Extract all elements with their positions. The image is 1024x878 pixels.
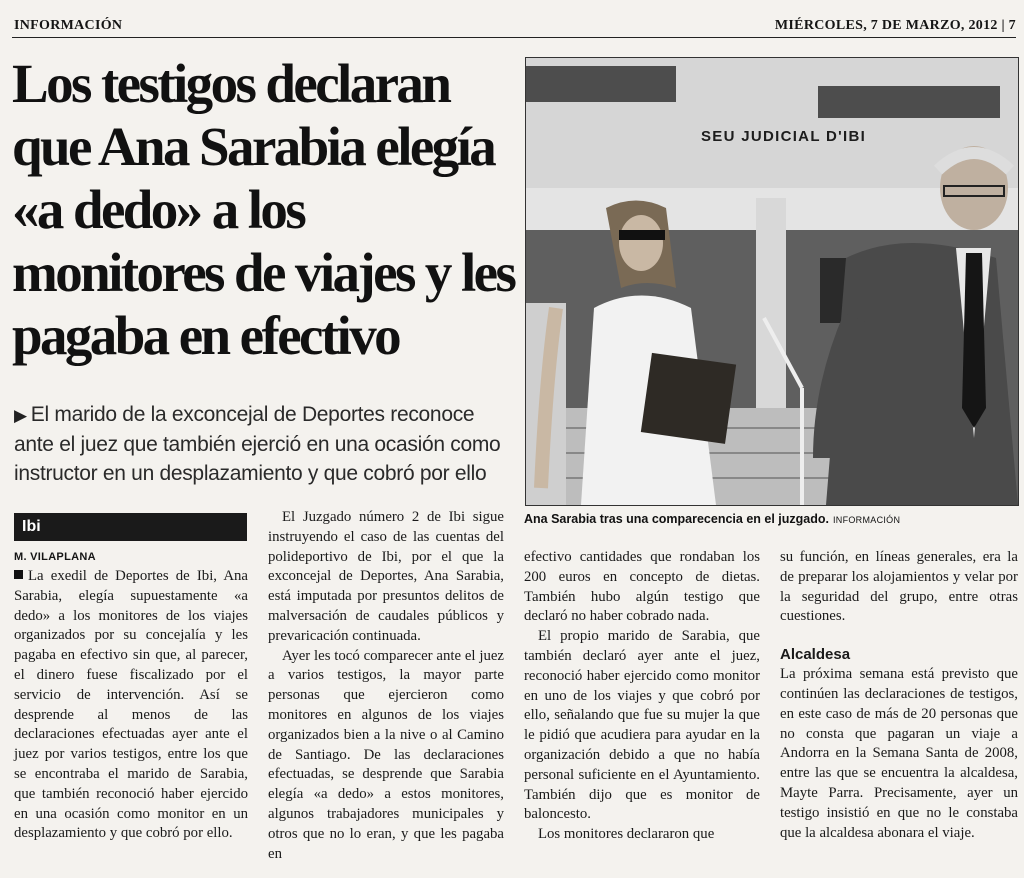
article-photo [525, 57, 1019, 506]
photo-caption [524, 512, 900, 526]
photo-illustration [526, 58, 1018, 505]
column-4 [780, 548, 1018, 843]
column-1 [14, 567, 248, 844]
section-header: INFORMACIÓN [14, 18, 123, 33]
subheadline [14, 400, 519, 488]
caption-text: Ana Sarabia tras una comparecencia en el juzgado. [524, 512, 829, 526]
subheadline-text: El marido de la exconcejal de Deportes reconoce ante el juez que también ejerció en una ocasión como instructor en un desplazamiento y que cobró por ello [14, 403, 501, 485]
paragraph-3b: efectivo cantidades que rondaban los 200 euros en concepto de dietas. También hubo algún testigo que declaró no haber cobrado nada. [524, 549, 760, 625]
paragraph-5a: Los monitores declararon que [538, 826, 715, 843]
paragraph-6: La próxima semana está previsto que continúen las declaraciones de testigos, en este caso de más de 20 personas que no consta que pagaran un viaje a Andorra en la Semana Santa de 2008, entre las que se encuentra la alcaldesa, Mayte Parra. Precisamente, ayer un testigo insistió en que no le constaba que la alcaldesa abonara el viaje. [780, 666, 1018, 841]
subheading-alcaldesa: Alcaldesa [780, 646, 851, 664]
paragraph-5b: su función, en líneas generales, era la de preparar los alojamientos y velar por la seguridad del grupo, entre otras cuestiones. [780, 549, 1018, 625]
paragraph-1 [14, 567, 248, 844]
paragraph-3a: Ayer les tocó comparecer ante el juez a varios testigos, la mayor parte personas que ejercieron como monitores en algunos de los viajes organizados bien a la nive o al Camino de Santiago. De las declaraciones efectuadas, se desprende que Sarabia elegía «a dedo» a estos monitores, algunos trabajadores municipales y otros que no lo eran, y que les pagaba en [268, 647, 504, 862]
paragraph-2: El Juzgado número 2 de Ibi sigue instruyendo el caso de las cuentas del polideportivo de Ibi, por el que la exconcejal de Deportes, Ana Sarabia, está imputada por presuntos delitos de malversación de caudales públicos y prevaricación continuada. [268, 509, 504, 644]
paragraph-1-text: La exedil de Deportes de Ibi, Ana Sarabia, elegía supuestamente «a dedo» a los monitores de los viajes organizados por su concejalía y les pagaba en efectivo sin que, al parecer, el dinero fuese fiscalizado por el servicio de intervención. Así se desprende al menos de las declaraciones efectuadas ayer ante el juez por varios testigos, entre los que se encontraba el marido de Sarabia, que también reconoció haber ejercido en una ocasión como monitor en un desplazamiento y que cobró por ello. [14, 568, 248, 842]
photo-sign: SEU JUDICIAL D'IBI [701, 128, 867, 145]
byline: M. VILAPLANA [14, 551, 96, 563]
header-rule [12, 37, 1016, 38]
section-label: Ibi [14, 513, 247, 541]
paragraph-4: El propio marido de Sarabia, que también declaró ayer ante el juez, reconoció haber ejercido como monitor en uno de los viajes y que cobró por ello, señalando que fue su mujer la que le pidió que acudiera para ayudar en la organización debido a que no había personal suficiente en el Ayuntamiento. También dijo que es monitor de baloncesto. [524, 628, 760, 823]
column-3 [524, 548, 760, 845]
square-bullet-icon [14, 570, 23, 579]
date-page: MIÉRCOLES, 7 DE MARZO, 2012 | 7 [774, 18, 1016, 33]
column-2 [268, 508, 504, 864]
caption-credit: INFORMACIÓN [832, 515, 901, 525]
triangle-bullet-icon: ▶ [14, 406, 27, 425]
headline: Los testigos declaran que Ana Sarabia elegía «a dedo» a los monitores de viajes y les pagaba en efectivo [12, 53, 515, 366]
